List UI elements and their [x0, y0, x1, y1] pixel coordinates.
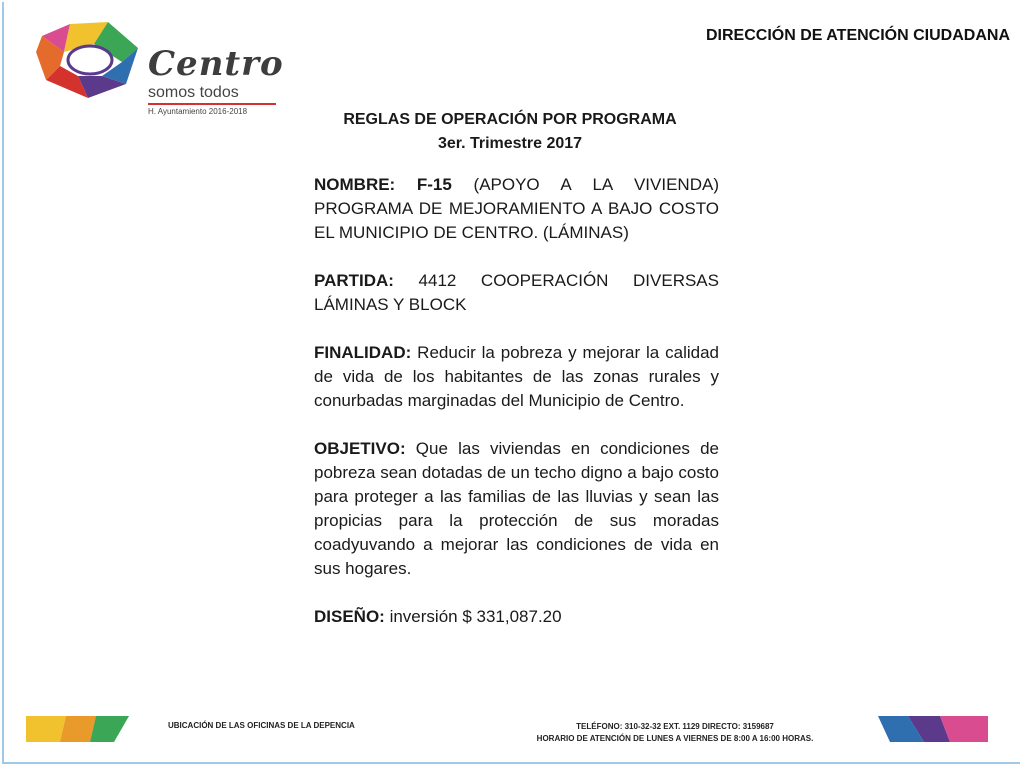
brand-word: Centro	[148, 44, 284, 84]
finalidad-section	[314, 341, 719, 413]
finalidad-label: FINALIDAD:	[314, 343, 412, 362]
diseno-text: inversión $ 331,087.20	[389, 607, 562, 626]
partida-section	[314, 269, 719, 317]
centro-logo-mark-icon	[30, 18, 148, 104]
finalidad-text: Reducir la pobreza y mejorar la calidad de vida de los habitantes de las zonas rurales y conurbadas marginadas del Municipio de Centro.	[314, 343, 720, 410]
nombre-code: F-15	[416, 175, 452, 194]
footer-location: UBICACIÓN DE LAS OFICINAS DE LA DEPENCIA	[168, 721, 355, 730]
footer-right-color-bar-icon	[878, 716, 988, 742]
nombre-text: (APOYO A LA VIVIENDA) PROGRAMA DE MEJORAMIENTO A BAJO COSTO EL MUNICIPIO DE CENTRO. (LÁMINAS)	[314, 175, 719, 242]
brand-period: H. Ayuntamiento 2016-2018	[148, 107, 248, 116]
partida-label: PARTIDA:	[314, 271, 394, 290]
diseno-section	[314, 605, 719, 629]
partida-text: 4412 COOPERACIÓN DIVERSAS LÁMINAS Y BLOCK	[314, 271, 719, 314]
footer-phone: TELÉFONO: 310-32-32 EXT. 1129 DIRECTO: 3159687	[576, 722, 774, 731]
document-heading	[300, 108, 720, 156]
footer-contact	[510, 721, 840, 745]
diseno-label: DISEÑO:	[314, 607, 385, 626]
nombre-section	[314, 173, 719, 245]
brand-slogan: somos todos	[148, 84, 239, 101]
brand-divider	[148, 103, 276, 105]
centro-logo	[30, 18, 284, 116]
footer-hours: HORARIO DE ATENCIÓN DE LUNES A VIERNES DE 8:00 A 16:00 HORAS.	[536, 734, 814, 743]
objetivo-label: OBJETIVO:	[314, 439, 406, 458]
nombre-label: NOMBRE:	[314, 175, 396, 194]
heading-title: REGLAS DE OPERACIÓN POR PROGRAMA	[343, 111, 677, 128]
department-title: DIRECCIÓN DE ATENCIÓN CIUDADANA	[706, 27, 1010, 44]
objetivo-section	[314, 437, 719, 581]
program-details	[314, 173, 719, 653]
objetivo-text: Que las viviendas en condiciones de pobreza sean dotadas de un techo digno a bajo costo para proteger a las familias de las lluvias y sean las propicias para la protección de sus moradas coadyuvando a mejorar las condiciones de vida en sus hogares.	[314, 439, 719, 578]
footer-left-color-bar-icon	[26, 716, 129, 742]
heading-period: 3er. Trimestre 2017	[437, 135, 583, 152]
